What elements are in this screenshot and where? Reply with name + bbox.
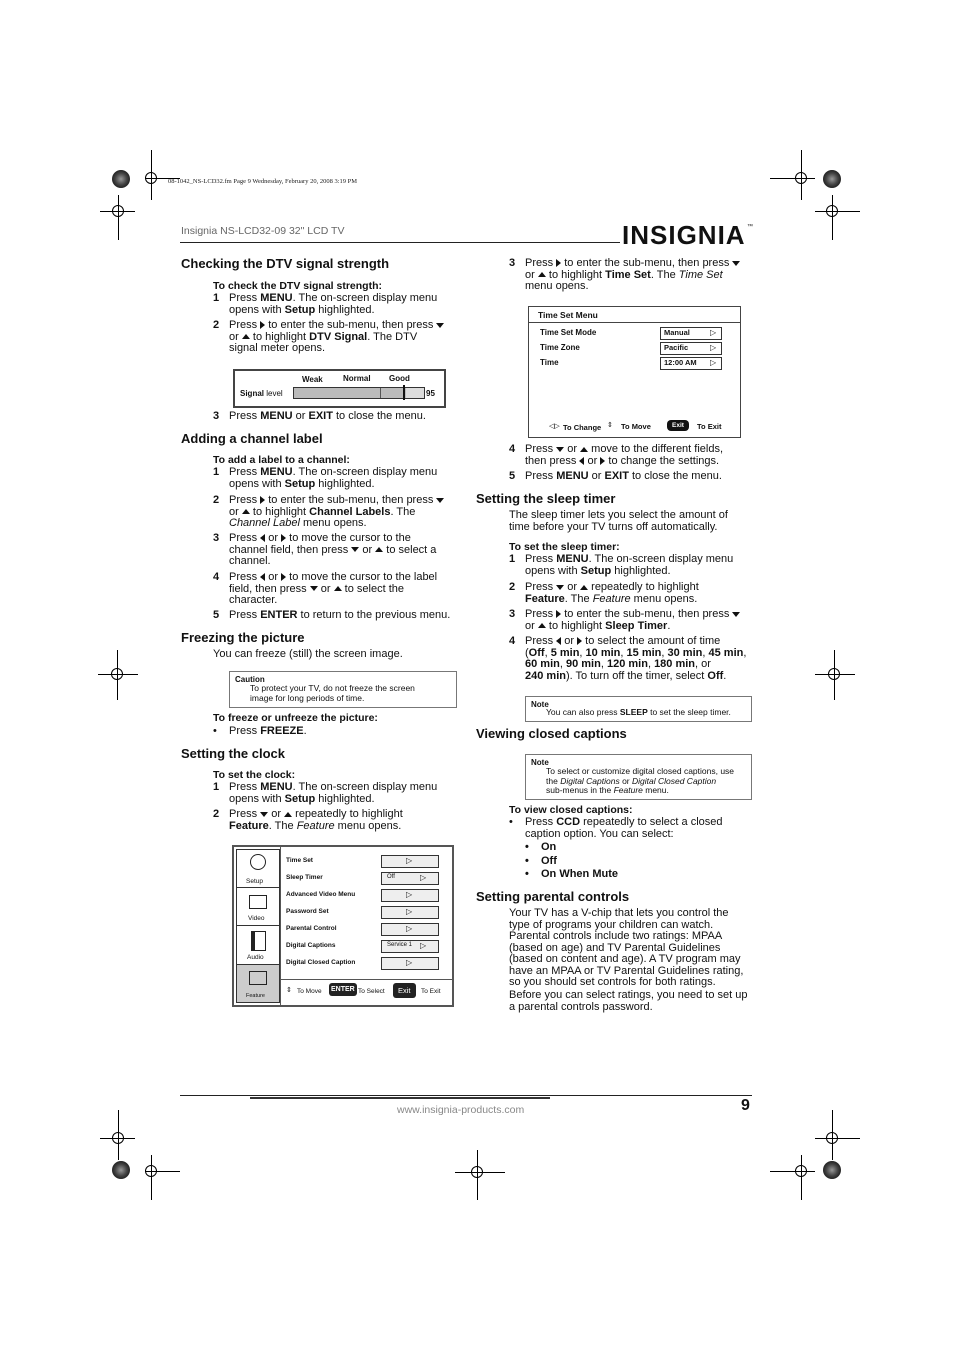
speaker-icon <box>251 931 266 951</box>
registration-mark-icon <box>823 1161 841 1179</box>
left-right-arrow-icon: ◁▷ <box>549 423 560 430</box>
menu-tab-audio: Audio <box>236 925 280 965</box>
play-arrow-icon: ▷ <box>420 873 427 882</box>
brand-logo: INSIGNIA <box>622 220 746 250</box>
play-arrow-icon: ▷ <box>406 924 413 933</box>
dtv-step-2: 2 Press to enter the sub-menu, then press or to highlight DTV Signal. The DTV signal meter opens. <box>229 320 444 355</box>
feature-menu-item-value: Off <box>387 874 395 880</box>
label-step-2: 2 Press to enter the sub-menu, then press or to highlight Channel Labels. The Channel Label menu opens. <box>229 495 444 530</box>
meter-normal-label: Normal <box>343 374 371 383</box>
menu-tab-setup: Setup <box>236 849 280 888</box>
caution-box <box>229 671 457 708</box>
feature-menu-item-field[interactable] <box>381 889 439 902</box>
play-arrow-icon: ▷ <box>406 856 413 865</box>
captions-heading: Viewing closed captions <box>476 726 627 741</box>
updown-icon: ⇕ <box>286 987 292 994</box>
channel-label-subheading: To add a label to a channel: <box>213 454 350 466</box>
header-rule <box>180 242 620 243</box>
page-number: 9 <box>741 1097 750 1114</box>
time-menu-row-field[interactable] <box>660 327 722 340</box>
caption-option-off: • Off <box>525 855 557 867</box>
caption-option-mute: • On When Mute <box>525 868 618 880</box>
freeze-bullet: • Press FREEZE. <box>213 725 307 737</box>
up-arrow-icon <box>580 585 588 590</box>
feature-menu-item-field[interactable] <box>381 855 439 868</box>
clock-step-1: 1 Press MENU. The on-screen display menu opens with Setup highlighted. <box>213 781 438 805</box>
meter-marker <box>403 385 405 400</box>
label-step-1: 1 Press MENU. The on-screen display menu opens with Setup highlighted. <box>213 466 438 490</box>
feature-menu-item-field[interactable] <box>381 872 439 885</box>
down-arrow-icon <box>260 812 268 817</box>
feature-menu-item-field[interactable] <box>381 906 439 919</box>
play-arrow-icon: ▷ <box>406 890 413 899</box>
play-arrow-icon: ▷ <box>406 958 413 967</box>
sleep-heading: Setting the sleep timer <box>476 491 616 506</box>
down-arrow-icon <box>310 586 318 591</box>
label-step-4: 4 Press or to move the cursor to the label field, then press or to select the character. <box>213 571 438 606</box>
channel-label-heading: Adding a channel label <box>181 431 323 446</box>
time-menu-row-field[interactable] <box>660 342 722 355</box>
tv-icon <box>249 895 267 909</box>
up-arrow-icon <box>580 447 588 452</box>
down-arrow-icon <box>436 498 444 503</box>
feature-menu-item-field[interactable] <box>381 940 439 953</box>
down-arrow-icon <box>732 612 740 617</box>
feature-icon <box>249 971 267 985</box>
meter-signal-label: Signal level <box>240 389 283 398</box>
up-arrow-icon <box>334 586 342 591</box>
caption-option-on: • On <box>525 841 557 853</box>
meter-weak-label: Weak <box>302 375 323 384</box>
sleep-step-4: 4 Press or to select the amount of time (Off, 5 min, 10 min, 15 min, 30 min, 45 min, 60 min, 90 min, 120 min, 180 min, or 240 min). To turn off the timer, select Off. <box>509 635 747 682</box>
down-arrow-icon <box>436 323 444 328</box>
feature-menu-item-label: Digital Closed Caption <box>286 959 356 966</box>
down-arrow-icon <box>732 261 740 266</box>
time-menu-row-field[interactable] <box>660 357 722 370</box>
captions-note-box <box>525 754 752 800</box>
sleep-note-box <box>525 696 752 722</box>
print-meta: 08-1042_NS-LCD32.fm Page 9 Wednesday, February 20, 2008 3:19 PM <box>168 178 358 185</box>
signal-meter <box>233 369 446 408</box>
captions-note-text: To select or customize digital closed captions, use the Digital Captions or Digital Closed Caption sub-menus in the Feature menu. <box>546 766 735 795</box>
time-set-menu-screen: Time Set Menu Time Set Mode Manual ▷ Time Zone Pacific ▷ Time 12:00 AM ▷ ◁▷ To Change ⇕ To Move Exit To Exit <box>528 306 741 438</box>
time-menu-row-value: Manual <box>664 328 690 337</box>
sleep-step-1: 1 Press MENU. The on-screen display menu opens with Setup highlighted. <box>509 553 734 577</box>
feature-menu-item-label: Advanced Video Menu <box>286 891 356 898</box>
feature-menu-item-field[interactable] <box>381 923 439 936</box>
footer-url: www.insignia-products.com <box>397 1104 525 1116</box>
up-arrow-icon <box>284 812 292 817</box>
feature-menu-item-label: Password Set <box>286 908 329 915</box>
label-step-5: 5 Press ENTER to return to the previous menu. <box>213 609 451 621</box>
play-arrow-icon: ▷ <box>710 358 717 367</box>
crop-mark-mid-right <box>815 650 855 700</box>
registration-mark-icon <box>823 170 841 188</box>
meter-value: 95 <box>426 389 435 398</box>
freeze-subheading: To freeze or unfreeze the picture: <box>213 712 378 724</box>
crop-mark-bottom-right <box>770 1110 860 1200</box>
feature-menu-item-label: Sleep Timer <box>286 874 323 881</box>
crop-mark-mid-left <box>98 650 138 700</box>
caution-text: To protect your TV, do not freeze the screen image for long periods of time. <box>250 683 415 703</box>
menu-tab-feature: Feature <box>236 964 280 1003</box>
sleep-subheading: To set the sleep timer: <box>509 541 620 553</box>
dtv-step-1: 1 Press MENU. The on-screen display menu opens with Setup highlighted. <box>213 292 438 316</box>
crop-mark-bottom-left <box>100 1110 180 1200</box>
running-title: Insignia NS-LCD32-09 32" LCD TV <box>181 225 345 237</box>
play-arrow-icon: ▷ <box>420 941 427 950</box>
clock-subheading: To set the clock: <box>213 769 296 781</box>
registration-mark-icon <box>112 170 130 188</box>
dtv-subheading: To check the DTV signal strength: <box>213 280 382 292</box>
feature-menu-screen: Setup Video Audio Feature Time Set ▷ Sleep Timer Off ▷ Advanced Video Menu ▷ Password Set ▷ Parental Control ▷ Digital Captions Service 1 ▷ Digital Closed Caption ▷ ⇕ To Move ENTER To Select Exit To Exit <box>232 845 454 1007</box>
sleep-note-text: You can also press SLEEP to set the sleep timer. <box>546 707 731 717</box>
time-menu-row-value: Pacific <box>664 343 689 352</box>
meter-bar-fill <box>294 388 406 398</box>
up-arrow-icon <box>538 623 546 628</box>
captions-subheading: To view closed captions: <box>509 804 633 816</box>
time-menu-row-label: Time <box>540 358 559 367</box>
up-arrow-icon <box>538 272 546 277</box>
feature-menu-item-value: Service 1 <box>387 942 413 948</box>
note-label: Note <box>531 700 549 709</box>
up-down-arrow-icon: ⇕ <box>607 422 613 429</box>
clock-step-2: 2 Press or repeatedly to highlight Feature. The Feature menu opens. <box>213 808 403 832</box>
note-label: Note <box>531 758 549 767</box>
setup-icon <box>250 854 266 870</box>
caution-label: Caution <box>235 675 265 684</box>
play-arrow-icon: ▷ <box>710 328 717 337</box>
up-arrow-icon <box>242 334 250 339</box>
feature-menu-item-label: Parental Control <box>286 925 337 932</box>
parental-paragraph: Your TV has a V-chip that lets you control the type of programs your children can watch. Parental controls include two ratings: MPAA (based on age) and TV Parental Guidelines (based on content and age). A TV program may have an MPAA or TV Parental Guidelines rating, so you should set controls for both ratings. <box>509 907 744 988</box>
feature-menu-item-label: Time Set <box>286 857 313 864</box>
footer-rule <box>180 1095 752 1096</box>
feature-menu-item-label: Digital Captions <box>286 942 336 949</box>
down-arrow-icon <box>556 447 564 452</box>
parental-heading: Setting parental controls <box>476 889 630 904</box>
feature-menu-item-field[interactable] <box>381 957 439 970</box>
sleep-step-2: 2 Press or repeatedly to highlight Feature. The Feature menu opens. <box>509 581 699 605</box>
dtv-step-3: 3 Press MENU or EXIT to close the menu. <box>213 410 426 422</box>
up-arrow-icon <box>242 509 250 514</box>
freeze-paragraph: You can freeze (still) the screen image. <box>213 648 403 660</box>
play-arrow-icon: ▷ <box>710 343 717 352</box>
clock-heading: Setting the clock <box>181 746 286 761</box>
dtv-heading: Checking the DTV signal strength <box>181 256 390 271</box>
sleep-step-3: 3 Press to enter the sub-menu, then press or to highlight Sleep Timer. <box>525 609 740 632</box>
play-arrow-icon: ▷ <box>406 907 413 916</box>
label-step-3: 3 Press or to move the cursor to the channel field, then press or to select a channel. <box>213 532 437 567</box>
captions-bullet: • Press CCD repeatedly to select a closed caption option. You can select: <box>509 816 723 840</box>
menu-tab-video: Video <box>236 887 280 926</box>
time-step-3: 3 Press to enter the sub-menu, then press or to highlight Time Set. The Time Set menu opens. <box>525 258 740 293</box>
sleep-paragraph: The sleep timer lets you select the amount of time before your TV turns off automatically. <box>509 509 728 533</box>
crop-mark-bottom-center <box>455 1150 505 1200</box>
trademark-icon: ™ <box>747 224 753 230</box>
time-menu-row-label: Time Zone <box>540 343 580 352</box>
down-arrow-icon <box>556 585 564 590</box>
meter-bar <box>293 387 425 399</box>
freeze-heading: Freezing the picture <box>181 630 305 645</box>
time-menu-row-label: Time Set Mode <box>540 328 597 337</box>
crop-mark-top-right <box>770 150 860 240</box>
time-step-4: 4 Press or move to the different fields, then press or to change the settings. <box>509 443 724 467</box>
time-step-5: 5 Press MENU or EXIT to close the menu. <box>509 470 722 482</box>
registration-mark-icon <box>112 1161 130 1179</box>
crop-mark-top-left <box>100 150 180 240</box>
time-menu-title: Time Set Menu <box>538 310 598 320</box>
meter-good-label: Good <box>389 374 410 383</box>
time-menu-row-value: 12:00 AM <box>664 358 697 367</box>
parental-paragraph-2: Before you can select ratings, you need to set up a parental controls password. <box>509 989 748 1013</box>
